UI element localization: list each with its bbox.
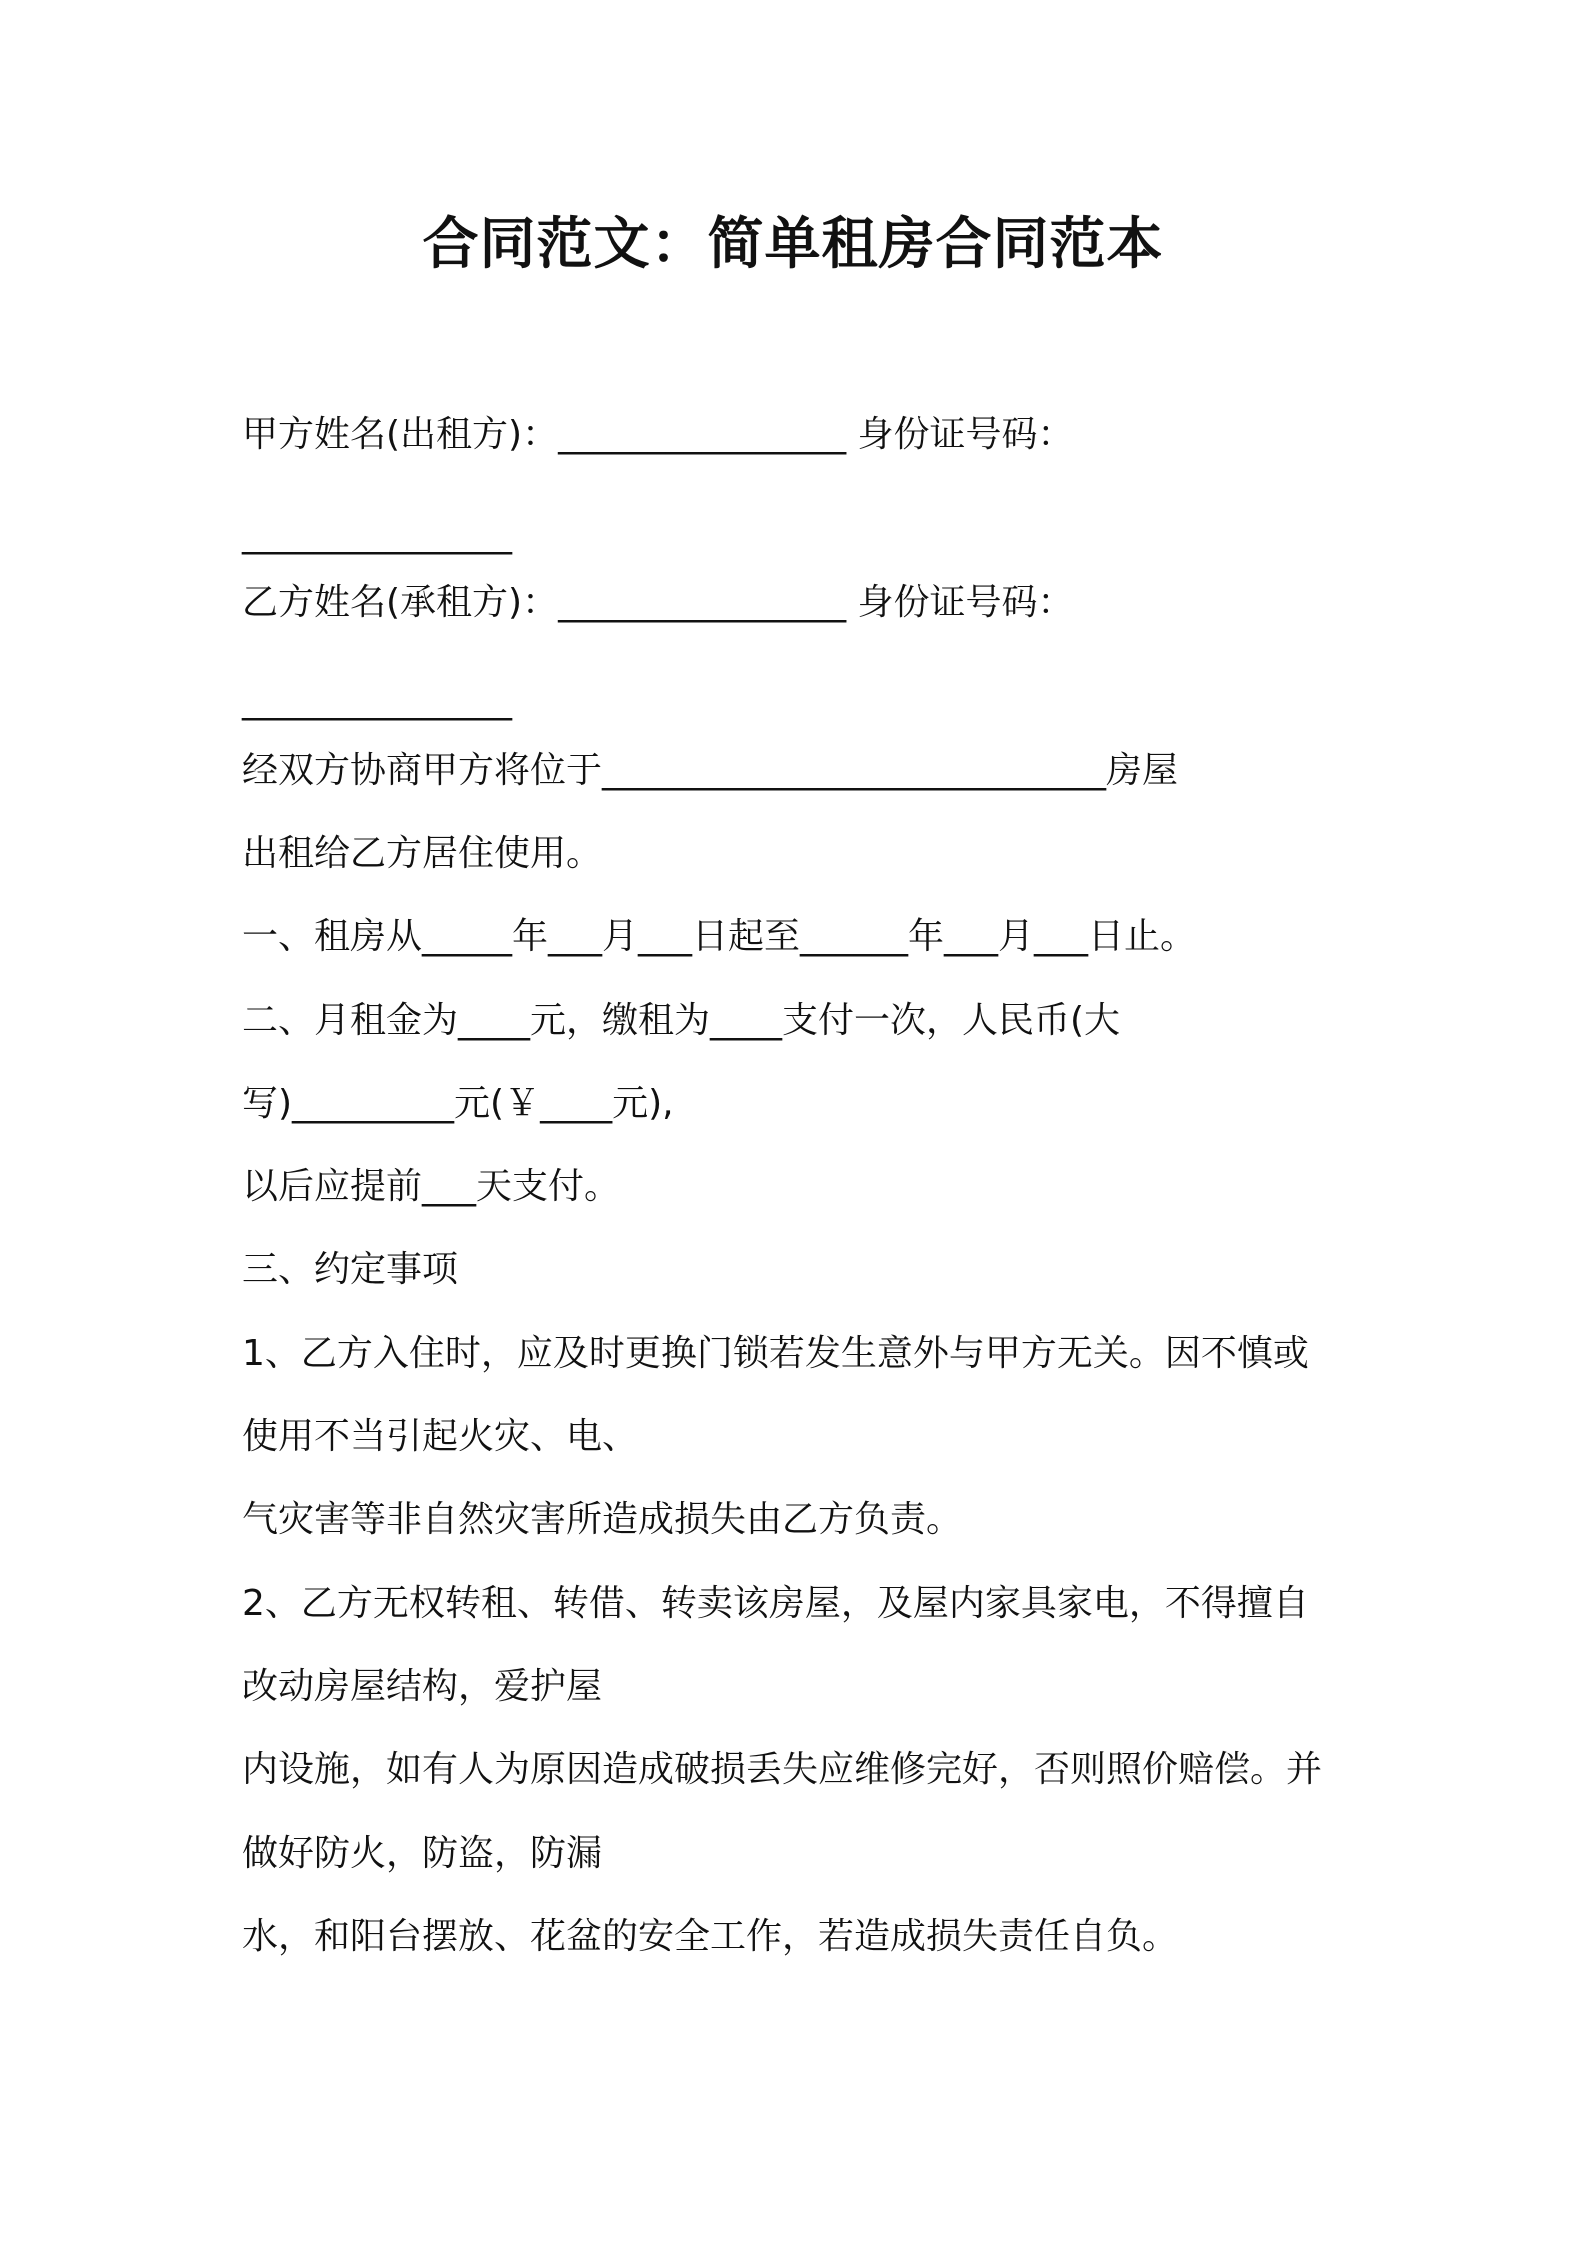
- item-2-line-4: 做好防火，防盗，防漏: [242, 1833, 603, 1874]
- clause-2-rent-line-3: 以后应提前___天支付。: [242, 1166, 621, 1207]
- party-b-name-line: 乙方姓名(承租方)：________________ 身份证号码：: [242, 582, 1074, 623]
- property-usage-line: 出租给乙方居住使用。: [242, 833, 603, 874]
- party-a-id-blank-line: _______________: [242, 514, 512, 555]
- item-2-line-3: 内设施，如有人为原因造成破损丢失应维修完好，否则照价赔偿。并: [242, 1749, 1323, 1790]
- page-title: 合同范文：简单租房合同范本: [422, 212, 1164, 277]
- item-1-line-2: 使用不当引起火灾、电、: [242, 1416, 639, 1457]
- clause-2-rent-line-2: 写)_________元(￥____元),: [242, 1083, 674, 1124]
- item-2-line-2: 改动房屋结构，爱护屋: [242, 1666, 603, 1707]
- property-location-line: 经双方协商甲方将位于____________________________房屋: [242, 750, 1179, 791]
- party-b-id-blank-line: _______________: [242, 680, 512, 721]
- item-1-line-3: 气灾害等非自然灾害所造成损失由乙方负责。: [242, 1499, 963, 1540]
- item-1-line-1: 1、乙方入住时，应及时更换门锁若发生意外与甲方无关。因不慎或: [242, 1333, 1309, 1374]
- clause-2-rent-line-1: 二、月租金为____元，缴租为____支付一次，人民币(大: [242, 1000, 1121, 1041]
- clause-3-heading: 三、约定事项: [242, 1249, 459, 1290]
- item-2-line-1: 2、乙方无权转租、转借、转卖该房屋，及屋内家具家电，不得擅自: [242, 1583, 1309, 1624]
- party-a-name-line: 甲方姓名(出租方)：________________ 身份证号码：: [242, 414, 1074, 455]
- clause-1-rental-period: 一、租房从_____年___月___日起至______年___月___日止。: [242, 916, 1197, 957]
- item-2-line-5: 水，和阳台摆放、花盆的安全工作，若造成损失责任自负。: [242, 1916, 1179, 1957]
